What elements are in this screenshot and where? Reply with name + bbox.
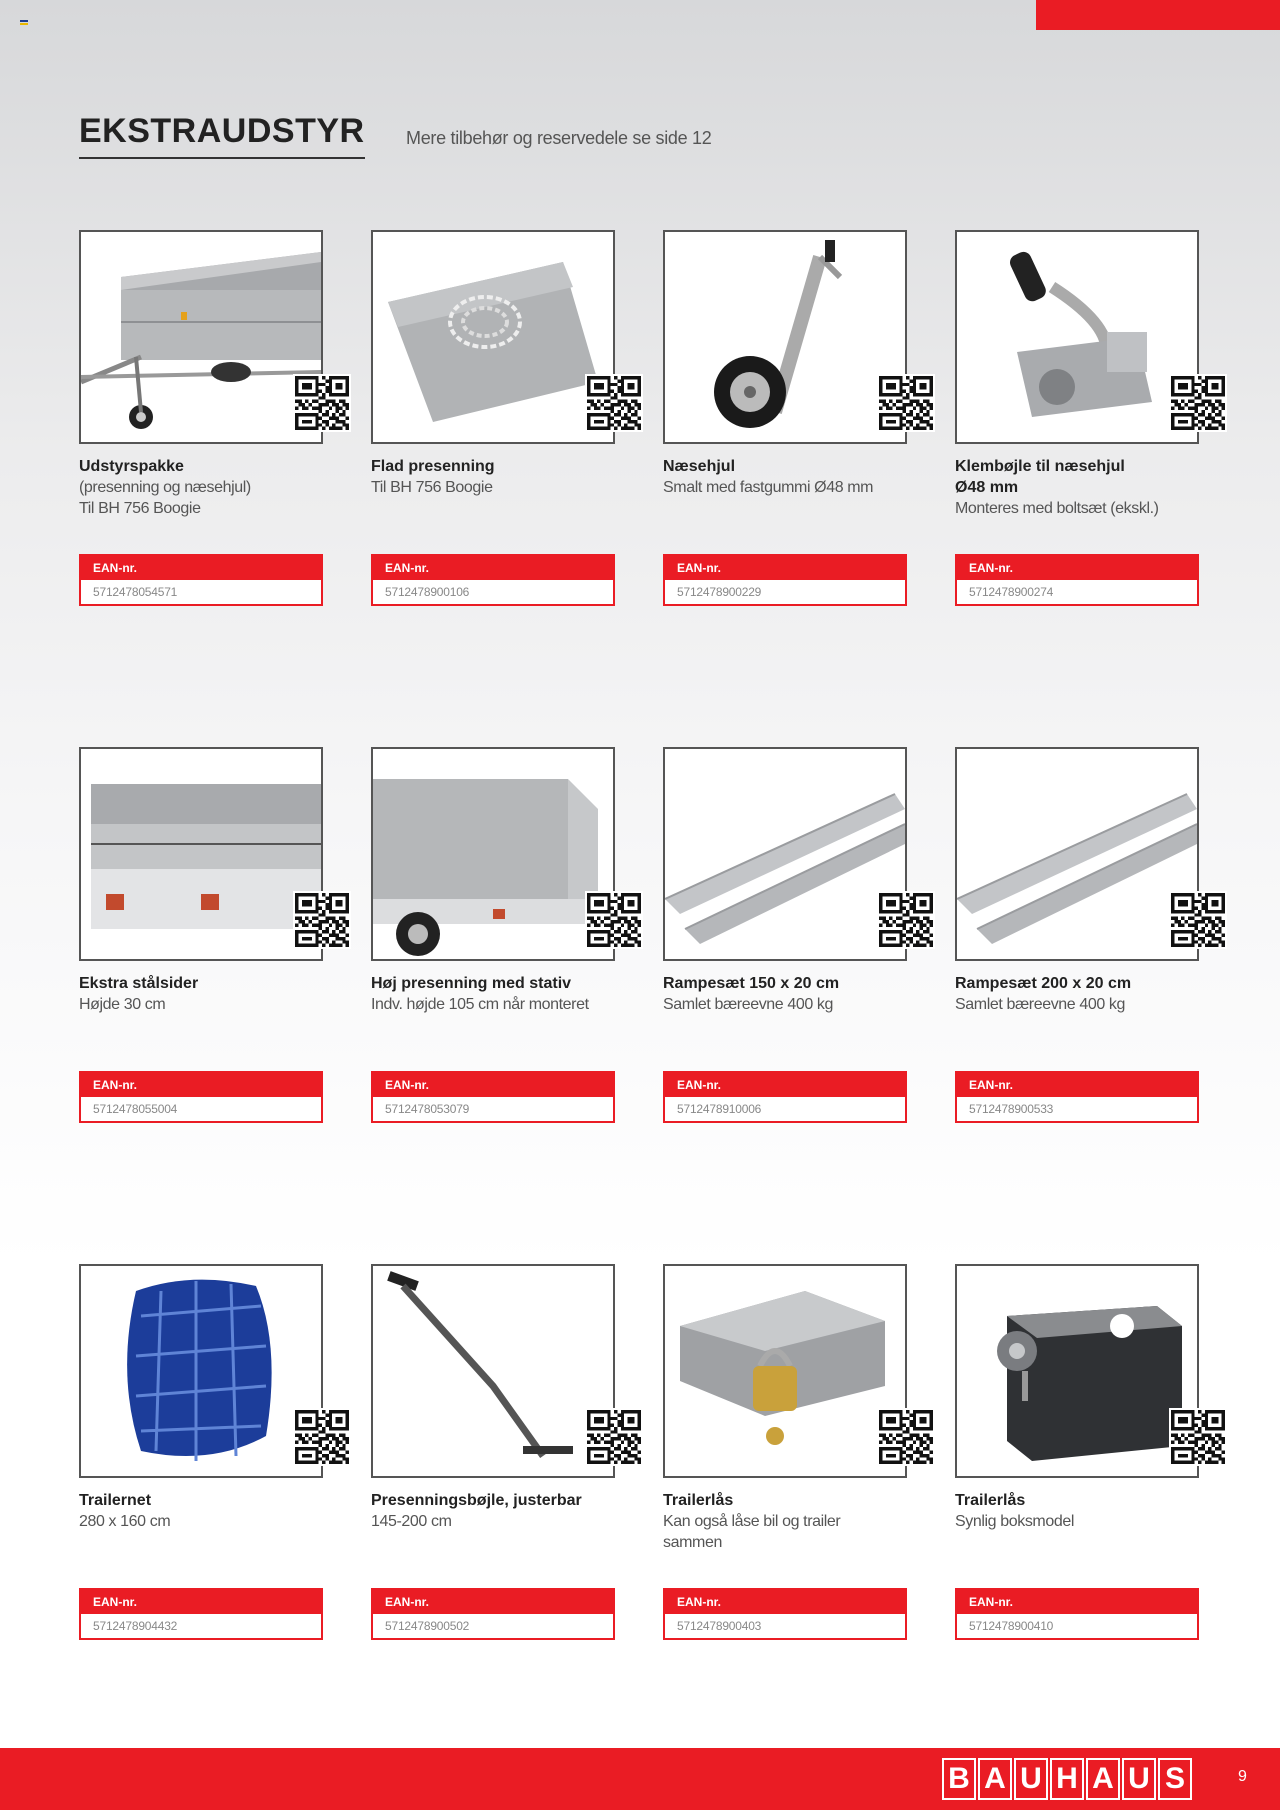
ean-box bbox=[371, 554, 615, 606]
ean-box bbox=[663, 1071, 907, 1123]
product-image[interactable] bbox=[955, 230, 1199, 444]
ean-number: 5712478055004 bbox=[93, 1102, 178, 1116]
product-description: Kan også låse bil og trailer bbox=[663, 1513, 841, 1530]
logo-letter: U bbox=[1122, 1758, 1156, 1800]
product-name: Ekstra stålsider bbox=[79, 975, 199, 992]
ean-label: EAN-nr. bbox=[957, 1590, 1197, 1614]
product-image[interactable] bbox=[663, 1264, 907, 1478]
product-name: Klembøjle til næsehjul bbox=[955, 458, 1125, 475]
product-card bbox=[371, 1264, 615, 1633]
product-description: (presenning og næsehjul) bbox=[79, 479, 251, 496]
top-accent-bar bbox=[1036, 0, 1280, 30]
product-name: Flad presenning bbox=[371, 458, 495, 475]
ean-box bbox=[79, 554, 323, 606]
logo-letter: H bbox=[1050, 1758, 1084, 1800]
logo-letter: S bbox=[1158, 1758, 1192, 1800]
page-title: EKSTRAUDSTYR bbox=[79, 112, 365, 159]
qr-code-icon[interactable] bbox=[293, 891, 351, 949]
product-card bbox=[955, 1264, 1199, 1633]
footer bbox=[0, 1748, 1280, 1810]
page-number: 9 bbox=[1238, 1768, 1247, 1785]
logo-letter: B bbox=[942, 1758, 976, 1800]
product-description: sammen bbox=[663, 1534, 722, 1551]
qr-code-icon[interactable] bbox=[1169, 891, 1227, 949]
product-name: Rampesæt 200 x 20 cm bbox=[955, 975, 1132, 992]
product-description: 145-200 cm bbox=[371, 1513, 452, 1530]
product-description: Indv. højde 105 cm når monteret bbox=[371, 996, 589, 1013]
product-image[interactable] bbox=[955, 1264, 1199, 1478]
product-description: Til BH 756 Boogie bbox=[79, 500, 201, 517]
ean-number: 5712478900403 bbox=[677, 1619, 762, 1633]
product-description: Smalt med fastgummi Ø48 mm bbox=[663, 479, 874, 496]
product-description: Monteres med boltsæt (ekskl.) bbox=[955, 500, 1159, 517]
product-description: Til BH 756 Boogie bbox=[371, 479, 493, 496]
ean-box bbox=[371, 1588, 615, 1640]
product-card bbox=[79, 230, 323, 599]
product-name: Næsehjul bbox=[663, 458, 736, 475]
ean-label: EAN-nr. bbox=[373, 1590, 613, 1614]
ean-number: 5712478910006 bbox=[677, 1102, 762, 1116]
qr-code-icon[interactable] bbox=[293, 1408, 351, 1466]
product-card bbox=[663, 230, 907, 599]
product-name: Presenningsbøjle, justerbar bbox=[371, 1492, 582, 1509]
product-card bbox=[955, 747, 1199, 1116]
ean-box bbox=[955, 1588, 1199, 1640]
ean-label: EAN-nr. bbox=[665, 1590, 905, 1614]
logo-letter: U bbox=[1014, 1758, 1048, 1800]
product-name: Trailernet bbox=[79, 1492, 152, 1509]
product-card bbox=[371, 230, 615, 599]
logo-letter: A bbox=[978, 1758, 1012, 1800]
bauhaus-logo bbox=[942, 1758, 1192, 1800]
ean-label: EAN-nr. bbox=[373, 556, 613, 580]
product-image[interactable] bbox=[663, 230, 907, 444]
ean-label: EAN-nr. bbox=[665, 556, 905, 580]
product-description: Samlet bæreevne 400 kg bbox=[663, 996, 833, 1013]
qr-code-icon[interactable] bbox=[585, 891, 643, 949]
product-name: Trailerlås bbox=[663, 1492, 734, 1509]
product-name: Høj presenning med stativ bbox=[371, 975, 572, 992]
qr-code-icon[interactable] bbox=[877, 374, 935, 432]
ean-number: 5712478053079 bbox=[385, 1102, 470, 1116]
ean-number: 5712478904432 bbox=[93, 1619, 178, 1633]
product-image[interactable] bbox=[79, 230, 323, 444]
ean-number: 5712478900106 bbox=[385, 585, 470, 599]
product-description: Højde 30 cm bbox=[79, 996, 166, 1013]
product-image[interactable] bbox=[371, 230, 615, 444]
ean-label: EAN-nr. bbox=[81, 556, 321, 580]
ean-label: EAN-nr. bbox=[665, 1073, 905, 1097]
qr-code-icon[interactable] bbox=[293, 374, 351, 432]
ean-box bbox=[663, 1588, 907, 1640]
ean-box bbox=[663, 554, 907, 606]
product-name: Trailerlås bbox=[955, 1492, 1026, 1509]
product-image[interactable] bbox=[371, 747, 615, 961]
page-subtitle: Mere tilbehør og reservedele se side 12 bbox=[406, 128, 712, 148]
ean-box bbox=[955, 554, 1199, 606]
product-name: Rampesæt 150 x 20 cm bbox=[663, 975, 840, 992]
ean-label: EAN-nr. bbox=[957, 556, 1197, 580]
qr-code-icon[interactable] bbox=[585, 1408, 643, 1466]
qr-code-icon[interactable] bbox=[877, 891, 935, 949]
ean-box bbox=[371, 1071, 615, 1123]
qr-code-icon[interactable] bbox=[877, 1408, 935, 1466]
ean-label: EAN-nr. bbox=[373, 1073, 613, 1097]
product-image[interactable] bbox=[79, 747, 323, 961]
qr-code-icon[interactable] bbox=[585, 374, 643, 432]
product-image[interactable] bbox=[663, 747, 907, 961]
ean-number: 5712478054571 bbox=[93, 585, 178, 599]
menu-icon[interactable] bbox=[20, 20, 28, 26]
product-description: Synlig boksmodel bbox=[955, 1513, 1074, 1530]
qr-code-icon[interactable] bbox=[1169, 374, 1227, 432]
qr-code-icon[interactable] bbox=[1169, 1408, 1227, 1466]
product-description: Samlet bæreevne 400 kg bbox=[955, 996, 1125, 1013]
ean-number: 5712478900410 bbox=[969, 1619, 1054, 1633]
product-image[interactable] bbox=[955, 747, 1199, 961]
logo-letter: A bbox=[1086, 1758, 1120, 1800]
ean-box bbox=[79, 1588, 323, 1640]
ean-label: EAN-nr. bbox=[81, 1590, 321, 1614]
product-card bbox=[955, 230, 1199, 599]
ean-number: 5712478900274 bbox=[969, 585, 1054, 599]
product-description: 280 x 160 cm bbox=[79, 1513, 171, 1530]
ean-number: 5712478900502 bbox=[385, 1619, 470, 1633]
product-name: Udstyrspakke bbox=[79, 458, 184, 475]
ean-number: 5712478900229 bbox=[677, 585, 762, 599]
ean-label: EAN-nr. bbox=[81, 1073, 321, 1097]
product-card bbox=[79, 1264, 323, 1633]
ean-number: 5712478900533 bbox=[969, 1102, 1054, 1116]
product-card bbox=[79, 747, 323, 1116]
ean-label: EAN-nr. bbox=[957, 1073, 1197, 1097]
ean-box bbox=[955, 1071, 1199, 1123]
product-card bbox=[371, 747, 615, 1116]
product-card bbox=[663, 1264, 907, 1633]
product-name-line2: Ø48 mm bbox=[955, 479, 1019, 496]
product-image[interactable] bbox=[371, 1264, 615, 1478]
product-image[interactable] bbox=[79, 1264, 323, 1478]
ean-box bbox=[79, 1071, 323, 1123]
product-card bbox=[663, 747, 907, 1116]
